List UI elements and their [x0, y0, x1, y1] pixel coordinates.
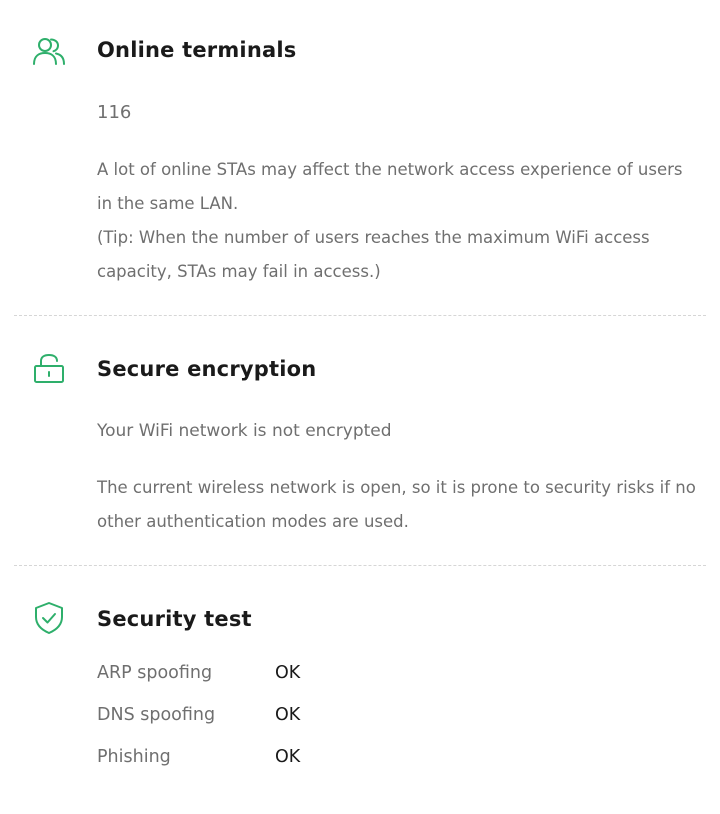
shield-check-icon [32, 601, 66, 635]
online-terminals-note: A lot of online STAs may affect the network access experience of users in the same LAN. [97, 160, 683, 213]
test-status-phishing: OK [275, 747, 301, 767]
test-status-arp: OK [275, 663, 301, 683]
online-terminals-count: 116 [97, 102, 132, 123]
test-label-dns: DNS spoofing [97, 705, 216, 725]
online-terminals-title: Online terminals [97, 38, 297, 62]
secure-encryption-title: Secure encryption [97, 357, 317, 381]
test-status-dns: OK [275, 705, 301, 725]
test-label-phishing: Phishing [97, 747, 171, 767]
online-terminals-section [0, 0, 720, 316]
security-test-title: Security test [97, 607, 252, 631]
online-terminals-tip: (Tip: When the number of users reaches the maximum WiFi access capacity, STAs may fail in access.) [97, 228, 650, 281]
encryption-status: Your WiFi network is not encrypted [97, 421, 392, 441]
security-test-row [97, 663, 497, 691]
online-terminals-description [97, 153, 697, 289]
security-test-row [97, 705, 497, 733]
test-label-arp: ARP spoofing [97, 663, 213, 683]
secure-encryption-section [0, 316, 720, 566]
security-test-section [0, 566, 720, 814]
users-icon [32, 34, 66, 68]
encryption-description: The current wireless network is open, so it is prone to security risks if no other authentication modes are used. [97, 478, 696, 531]
lock-icon [32, 352, 66, 386]
security-test-row [97, 747, 497, 775]
